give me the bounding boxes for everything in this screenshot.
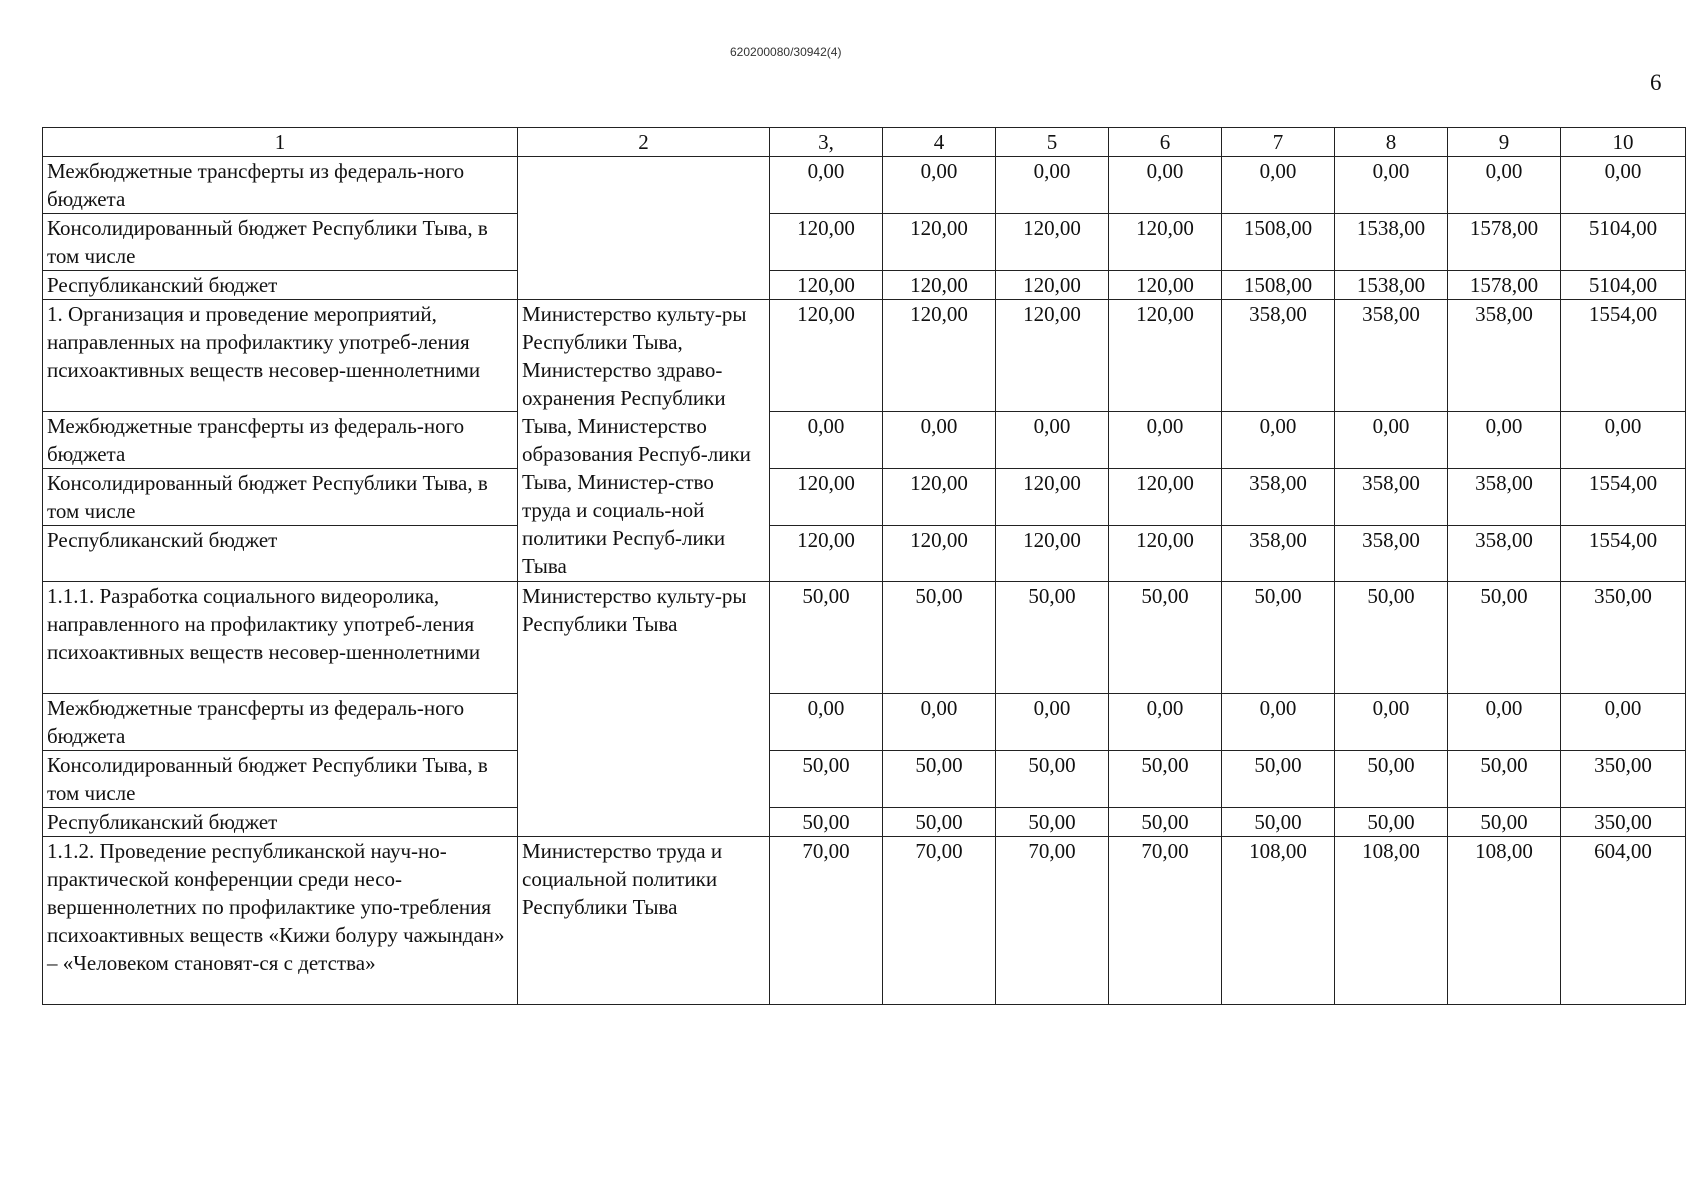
column-header: 2 [518, 128, 770, 157]
amount-cell: 0,00 [1335, 694, 1448, 751]
amount-cell: 120,00 [883, 300, 996, 412]
amount-cell: 604,00 [1561, 837, 1686, 1005]
row-label: Республиканский бюджет [43, 808, 518, 837]
amount-cell: 120,00 [996, 300, 1109, 412]
amount-cell: 358,00 [1222, 526, 1335, 582]
table-row [43, 526, 1686, 582]
amount-cell: 108,00 [1335, 837, 1448, 1005]
amount-cell: 0,00 [1448, 694, 1561, 751]
table-row [43, 412, 1686, 469]
amount-cell: 50,00 [1448, 808, 1561, 837]
column-header: 9 [1448, 128, 1561, 157]
column-header: 1 [43, 128, 518, 157]
amount-cell: 5104,00 [1561, 271, 1686, 300]
document-id: 620200080/30942(4) [730, 45, 842, 59]
amount-cell: 120,00 [770, 214, 883, 271]
responsible-executor [518, 157, 770, 300]
amount-cell: 358,00 [1222, 469, 1335, 526]
amount-cell: 120,00 [883, 469, 996, 526]
row-label: Республиканский бюджет [43, 526, 518, 582]
amount-cell: 1508,00 [1222, 214, 1335, 271]
amount-cell: 50,00 [996, 808, 1109, 837]
amount-cell: 120,00 [1109, 300, 1222, 412]
amount-cell: 120,00 [883, 214, 996, 271]
amount-cell: 350,00 [1561, 751, 1686, 808]
row-label: Республиканский бюджет [43, 271, 518, 300]
amount-cell: 120,00 [770, 271, 883, 300]
amount-cell: 0,00 [1222, 694, 1335, 751]
amount-cell: 0,00 [770, 412, 883, 469]
amount-cell: 50,00 [883, 808, 996, 837]
amount-cell: 120,00 [1109, 469, 1222, 526]
amount-cell: 108,00 [1448, 837, 1561, 1005]
amount-cell: 358,00 [1335, 300, 1448, 412]
amount-cell: 0,00 [1561, 157, 1686, 214]
responsible-executor: Министерство культу-ры Республики Тыва [518, 582, 770, 837]
amount-cell: 0,00 [1109, 412, 1222, 469]
amount-cell: 70,00 [1109, 837, 1222, 1005]
column-number-row [43, 128, 1686, 157]
amount-cell: 0,00 [883, 412, 996, 469]
amount-cell: 50,00 [1109, 751, 1222, 808]
column-header: 4 [883, 128, 996, 157]
amount-cell: 0,00 [1109, 694, 1222, 751]
amount-cell: 0,00 [996, 412, 1109, 469]
amount-cell: 350,00 [1561, 582, 1686, 694]
amount-cell: 0,00 [1109, 157, 1222, 214]
amount-cell: 50,00 [1448, 582, 1561, 694]
amount-cell: 0,00 [1335, 412, 1448, 469]
amount-cell: 0,00 [1222, 157, 1335, 214]
amount-cell: 50,00 [1222, 751, 1335, 808]
amount-cell: 0,00 [770, 694, 883, 751]
row-label: 1. Организация и проведение мероприятий, направленных на профилактику употреб-ления психоактивных веществ несовер-шеннолетними [43, 300, 518, 412]
column-header: 8 [1335, 128, 1448, 157]
amount-cell: 50,00 [1222, 808, 1335, 837]
amount-cell: 70,00 [883, 837, 996, 1005]
table-row [43, 271, 1686, 300]
page-number: 6 [1650, 70, 1662, 95]
row-label: 1.1.2. Проведение республиканской науч-но-практической конференции среди несо-вершеннолетних по профилактике упо-требления психоактивных веществ «Кижи болуру чажындан» – «Человеком становят-ся с детства» [43, 837, 518, 1005]
amount-cell: 0,00 [1448, 157, 1561, 214]
amount-cell: 0,00 [996, 157, 1109, 214]
amount-cell: 120,00 [996, 526, 1109, 582]
amount-cell: 120,00 [1109, 214, 1222, 271]
amount-cell: 120,00 [996, 469, 1109, 526]
amount-cell: 50,00 [883, 751, 996, 808]
row-label: Межбюджетные трансферты из федераль-ного бюджета [43, 412, 518, 469]
column-header: 5 [996, 128, 1109, 157]
amount-cell: 1538,00 [1335, 271, 1448, 300]
amount-cell: 1554,00 [1561, 300, 1686, 412]
row-label: 1.1.1. Разработка социального видеоролика, направленного на профилактику употреб-ления психоактивных веществ несовер-шеннолетними [43, 582, 518, 694]
table-row [43, 157, 1686, 214]
amount-cell: 358,00 [1335, 469, 1448, 526]
table-row [43, 469, 1686, 526]
amount-cell: 358,00 [1448, 526, 1561, 582]
amount-cell: 0,00 [996, 694, 1109, 751]
amount-cell: 0,00 [1335, 157, 1448, 214]
table-row [43, 837, 1686, 1005]
amount-cell: 358,00 [1335, 526, 1448, 582]
table-row [43, 694, 1686, 751]
amount-cell: 1554,00 [1561, 469, 1686, 526]
amount-cell: 50,00 [1335, 751, 1448, 808]
row-label: Консолидированный бюджет Республики Тыва, в том числе [43, 751, 518, 808]
amount-cell: 108,00 [1222, 837, 1335, 1005]
amount-cell: 120,00 [1109, 271, 1222, 300]
amount-cell: 1578,00 [1448, 214, 1561, 271]
amount-cell: 358,00 [1448, 469, 1561, 526]
amount-cell: 0,00 [883, 694, 996, 751]
column-header: 3, [770, 128, 883, 157]
amount-cell: 50,00 [1222, 582, 1335, 694]
amount-cell: 120,00 [770, 300, 883, 412]
amount-cell: 0,00 [883, 157, 996, 214]
amount-cell: 120,00 [883, 271, 996, 300]
amount-cell: 50,00 [1109, 808, 1222, 837]
amount-cell: 50,00 [770, 751, 883, 808]
amount-cell: 1538,00 [1335, 214, 1448, 271]
amount-cell: 70,00 [996, 837, 1109, 1005]
table-row [43, 300, 1686, 412]
amount-cell: 1508,00 [1222, 271, 1335, 300]
amount-cell: 70,00 [770, 837, 883, 1005]
amount-cell: 50,00 [996, 751, 1109, 808]
amount-cell: 50,00 [1109, 582, 1222, 694]
table-row [43, 214, 1686, 271]
row-label: Межбюджетные трансферты из федераль-ного бюджета [43, 157, 518, 214]
amount-cell: 50,00 [1335, 582, 1448, 694]
amount-cell: 1578,00 [1448, 271, 1561, 300]
table-row [43, 808, 1686, 837]
budget-table [42, 127, 1686, 1005]
responsible-executor: Министерство труда и социальной политики Республики Тыва [518, 837, 770, 1005]
amount-cell: 5104,00 [1561, 214, 1686, 271]
amount-cell: 50,00 [1448, 751, 1561, 808]
amount-cell: 1554,00 [1561, 526, 1686, 582]
amount-cell: 120,00 [770, 469, 883, 526]
amount-cell: 350,00 [1561, 808, 1686, 837]
amount-cell: 358,00 [1222, 300, 1335, 412]
column-header: 10 [1561, 128, 1686, 157]
amount-cell: 0,00 [1448, 412, 1561, 469]
amount-cell: 120,00 [1109, 526, 1222, 582]
table-row [43, 582, 1686, 694]
table-row [43, 751, 1686, 808]
responsible-executor: Министерство культу-ры Республики Тыва, Министерство здраво-охранения Республики Тыва, Министерство образования Респуб-лики Тыва, Министер-ство труда и социаль-ной политики Респуб-лики Тыва [518, 300, 770, 582]
amount-cell: 0,00 [770, 157, 883, 214]
amount-cell: 0,00 [1561, 412, 1686, 469]
amount-cell: 120,00 [996, 214, 1109, 271]
amount-cell: 50,00 [770, 808, 883, 837]
row-label: Консолидированный бюджет Республики Тыва, в том числе [43, 214, 518, 271]
amount-cell: 120,00 [770, 526, 883, 582]
row-label: Межбюджетные трансферты из федераль-ного бюджета [43, 694, 518, 751]
row-label: Консолидированный бюджет Республики Тыва, в том числе [43, 469, 518, 526]
amount-cell: 0,00 [1222, 412, 1335, 469]
column-header: 7 [1222, 128, 1335, 157]
column-header: 6 [1109, 128, 1222, 157]
amount-cell: 50,00 [770, 582, 883, 694]
amount-cell: 120,00 [883, 526, 996, 582]
amount-cell: 120,00 [996, 271, 1109, 300]
amount-cell: 50,00 [1335, 808, 1448, 837]
amount-cell: 358,00 [1448, 300, 1561, 412]
amount-cell: 0,00 [1561, 694, 1686, 751]
amount-cell: 50,00 [883, 582, 996, 694]
amount-cell: 50,00 [996, 582, 1109, 694]
